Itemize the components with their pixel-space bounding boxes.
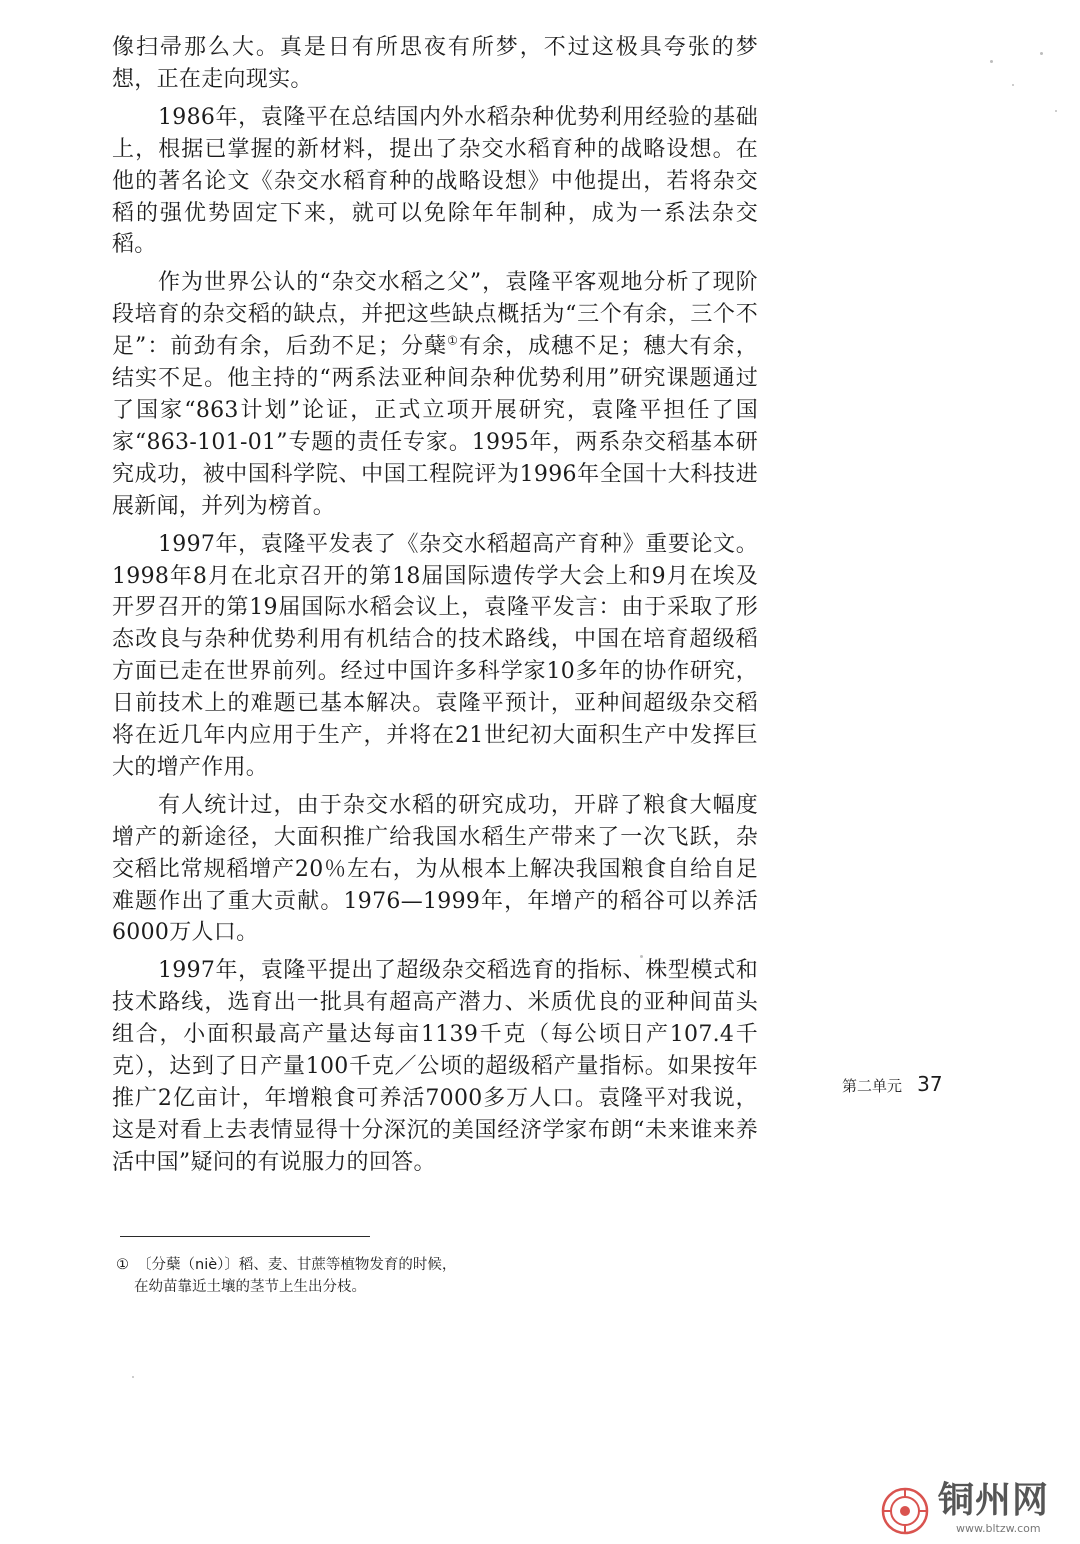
footnote-divider xyxy=(120,1236,370,1237)
paragraph-6: 1997年，袁隆平提出了超级杂交稻选育的指标、株型模式和技术路线，选育出一批具有超高产潜力、米质优良的亚种间苗头组合，小面积最高产量达每亩1139千克（每公顷日产107.4千克），达到了日产量100千克／公顷的超级稻产量指标。如果按年推广2亿亩计，年增粮食可养活7000多万人口。袁隆平对我说，这是对看上去表情显得十分深沉的美国经济学家布朗“未来谁来养活中国”疑问的有说服力的回答。 xyxy=(112,958,758,1175)
footnote-line-1: 〔分蘖（niè）〕稻、麦、甘蔗等植物发育的时候， xyxy=(137,1257,457,1273)
site-watermark xyxy=(876,1478,1076,1542)
footnote-reference[interactable]: ① xyxy=(447,333,459,348)
scan-speck xyxy=(640,955,643,958)
scan-speck xyxy=(1040,52,1043,55)
paragraph-3-part-1: 作为世界公认的“杂交水稻之父”，袁隆平客观地分析了现阶段培育的杂交稻的缺点，并把这些缺点概括为“三个有余，三个不足”：前劲有余，后劲不足；分蘖 xyxy=(112,270,758,360)
footnote-line-2: 在幼苗靠近土壤的茎节上生出分枝。 xyxy=(134,1279,366,1295)
watermark-title: 铜州网 xyxy=(938,1479,1050,1521)
paragraph-5: 有人统计过，由于杂交水稻的研究成功，开辟了粮食大幅度增产的新途径，大面积推广给我国水稻生产带来了一次飞跃，杂交稻比常规稻增产20％左右，为从根本上解决我国粮食自给自足难题作出了重大贡献。1976—1999年，年增产的稻谷可以养活6000万人口。 xyxy=(112,792,758,946)
paragraph-3-part-2: 有余，成穗不足；穗大有余，结实不足。他主持的“两系法亚种间杂种优势利用”研究课题通过了国家“863计划”论证，正式立项开展研究，袁隆平担任了国家“863-101-01”专题的责任专家。1995年，两系杂交稻基本研究成功，被中国科学院、中国工程院评为1996年全国十大科技进展新闻，并列为榜首。 xyxy=(112,334,759,519)
scan-speck xyxy=(1012,84,1014,86)
footnote xyxy=(116,1254,536,1298)
paragraph-1: 像扫帚那么大。真是日有所思夜有所梦，不过这极具夸张的梦想，正在走向现实。 xyxy=(112,35,758,92)
scan-speck xyxy=(132,1376,134,1378)
scan-speck xyxy=(990,60,993,63)
page-footer xyxy=(842,1072,943,1102)
watermark-logo-icon xyxy=(880,1486,930,1536)
unit-label: 第二单元 xyxy=(842,1077,903,1095)
paragraph-3 xyxy=(112,267,758,522)
paragraph-4: 1997年，袁隆平发表了《杂交水稻超高产育种》重要论文。1998年8月在北京召开的第18届国际遗传学大会上和9月在埃及开罗召开的第19届国际水稻会议上，袁隆平发言：由于采取了形态改良与杂种优势利用有机结合的技术路线，中国在培育超级稻方面已走在世界前列。经过中国许多科学家10多年的协作研究，日前技术上的难题已基本解决。袁隆平预计，亚种间超级杂交稻将在近几年内应用于生产，并将在21世纪初大面积生产中发挥巨大的增产作用。 xyxy=(112,531,758,780)
page-number: 37 xyxy=(917,1072,943,1096)
footnote-marker: ① xyxy=(116,1257,129,1273)
paragraph-2: 1986年，袁隆平在总结国内外水稻杂种优势利用经验的基础上，根据已掌握的新材料，提出了杂交水稻育种的战略设想。在他的著名论文《杂交水稻育种的战略设想》中他提出，若将杂交稻的强优势固定下来，就可以免除年年制种，成为一系法杂交稻。 xyxy=(112,104,758,258)
watermark-url: www.bltzw.com xyxy=(956,1522,1041,1535)
article-body xyxy=(112,32,758,1179)
scan-speck xyxy=(1055,110,1057,112)
